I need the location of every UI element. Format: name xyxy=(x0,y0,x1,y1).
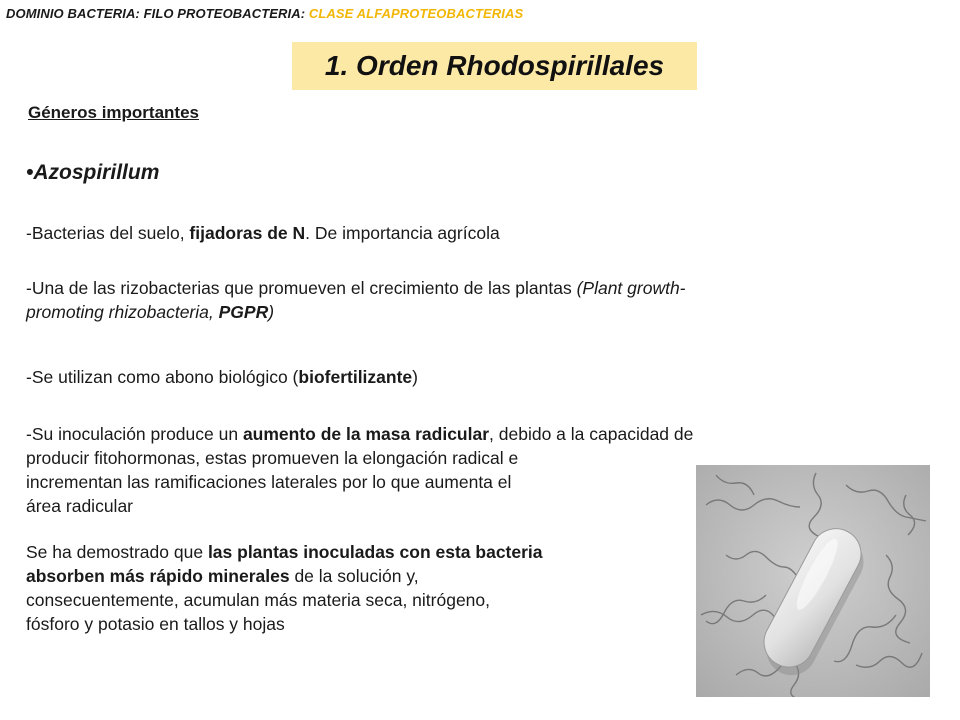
paragraph-line: área radicular xyxy=(26,496,133,516)
text-run-bold: fijadoras de N xyxy=(189,223,306,243)
paragraph-line xyxy=(26,540,543,564)
text-run-italic: promoting rhizobacteria, xyxy=(26,302,219,322)
text-run-bold-italic: PGPR xyxy=(218,302,269,322)
text-run: , debido a la capacidad de xyxy=(489,424,694,444)
paragraph-line: incrementan las ramificaciones laterales por lo que aumenta el xyxy=(26,472,512,492)
text-run-bold: biofertilizante xyxy=(298,367,413,387)
breadcrumb xyxy=(6,6,523,21)
paragraph-line xyxy=(26,221,500,245)
title-banner xyxy=(292,42,697,90)
page-title: 1. Orden Rhodospirillales xyxy=(324,50,665,81)
text-run: de la solución y, xyxy=(289,566,419,586)
text-run-bold: aumento de la masa radicular xyxy=(242,424,490,444)
text-run: -Una de las rizobacterias que promueven el crecimiento de las plantas xyxy=(26,278,577,298)
breadcrumb-class: CLASE ALFAPROTEOBACTERIAS xyxy=(308,6,524,21)
section-heading: Géneros importantes xyxy=(28,103,199,122)
paragraph-line: consecuentemente, acumulan más materia seca, nitrógeno, xyxy=(26,590,491,610)
text-run: -Bacterias del suelo, xyxy=(26,223,190,243)
paragraph-line xyxy=(26,276,686,300)
paragraph-line: fósforo y potasio en tallos y hojas xyxy=(26,614,285,634)
breadcrumb-domain-phylum: DOMINIO BACTERIA: FILO PROTEOBACTERIA: xyxy=(6,6,309,21)
text-run: . De importancia agrícola xyxy=(305,223,500,243)
paragraph-line xyxy=(26,422,693,446)
paragraph-line: producir fitohormonas, estas promueven la elongación radical e xyxy=(26,448,519,468)
paragraph-inoculation xyxy=(26,422,693,518)
text-run: ) xyxy=(412,367,418,387)
text-run-bold: las plantas inoculadas con esta bacteria xyxy=(207,542,543,562)
text-run-italic: ) xyxy=(268,302,275,322)
paragraph-absorption xyxy=(26,540,543,636)
paragraph-line xyxy=(26,300,686,324)
paragraph-pgpr xyxy=(26,276,686,324)
genus-name: •Azospirillum xyxy=(26,161,160,184)
paragraph-line xyxy=(26,564,543,588)
paragraph-line xyxy=(26,365,418,389)
text-run-bold: absorben más rápido minerales xyxy=(26,566,290,586)
text-run: Se ha demostrado que xyxy=(26,542,208,562)
paragraph-biofertilizer xyxy=(26,365,418,389)
bacteria-micrograph xyxy=(696,465,930,697)
paragraph-soil-bacteria xyxy=(26,221,500,245)
text-run: -Su inoculación produce un xyxy=(26,424,243,444)
text-run-italic: (Plant growth- xyxy=(576,278,686,298)
text-run: -Se utilizan como abono biológico ( xyxy=(26,367,299,387)
micrograph-illustration xyxy=(696,465,930,697)
